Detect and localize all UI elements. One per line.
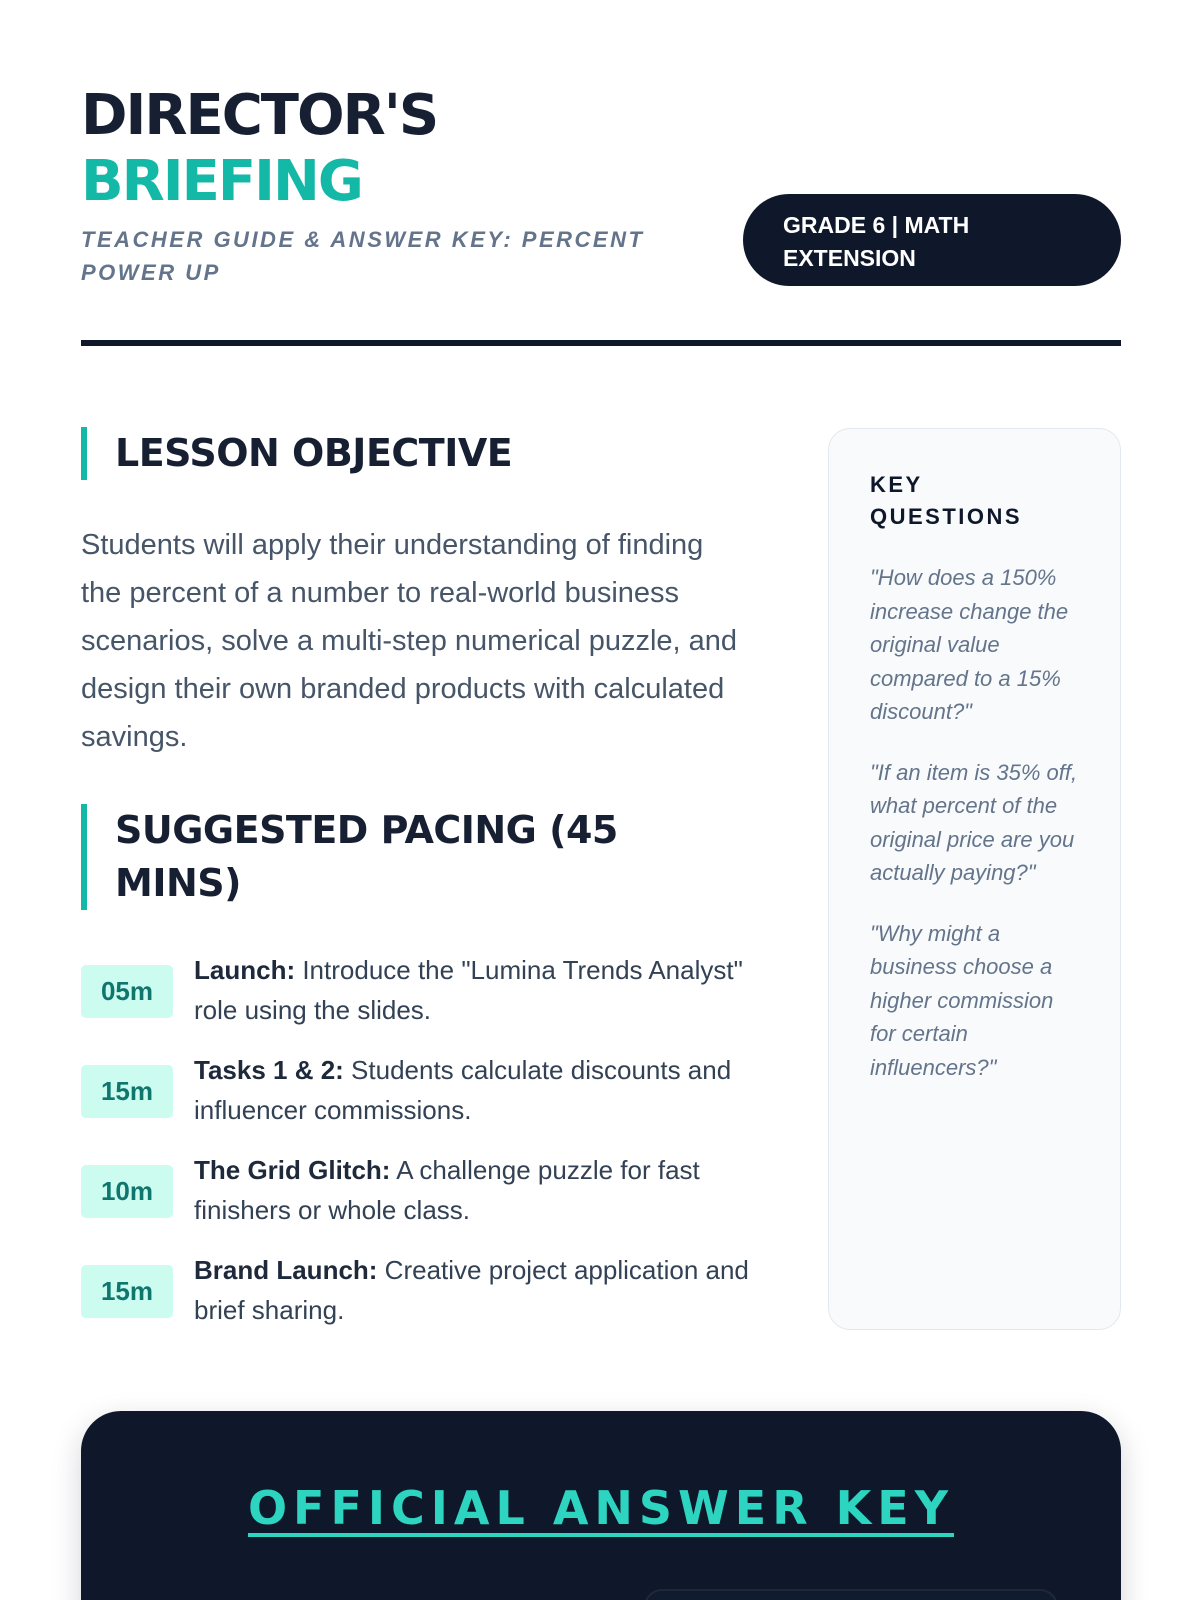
time-badge: 05m	[81, 965, 173, 1018]
time-badge: 10m	[81, 1165, 173, 1218]
teacher-guide-page	[81, 0, 1121, 1600]
key-questions-card	[828, 428, 1121, 1330]
pacing-detail: Creative project application and brief sharing.	[194, 1255, 749, 1325]
pacing-description	[194, 1250, 764, 1330]
answer-key-card	[644, 1589, 1058, 1600]
key-question: "Why might a business choose a higher commission for certain influencers?"	[870, 920, 1054, 1080]
answer-key-title-text: OFFICIAL ANSWER KEY	[247, 1481, 955, 1535]
pacing-label: Tasks 1 & 2:	[194, 1055, 344, 1085]
suggested-pacing-heading: SUGGESTED PACING (45 MINS)	[81, 804, 735, 910]
page-title-line1: DIRECTOR'S	[81, 83, 438, 148]
pacing-item	[81, 1050, 761, 1150]
pacing-description	[194, 1150, 764, 1230]
grade-badge: GRADE 6 | MATH EXTENSION	[743, 194, 1121, 286]
page-subtitle: TEACHER GUIDE & ANSWER KEY: PERCENT POWER UP	[81, 227, 645, 285]
pacing-detail: Students calculate discounts and influencer commissions.	[194, 1055, 732, 1125]
page-title-line2: BRIEFING	[81, 149, 362, 214]
pacing-item	[81, 1250, 761, 1350]
key-question: "How does a 150% increase change the original value compared to a 15% discount?"	[870, 565, 1069, 724]
pacing-detail: Introduce the "Lumina Trends Analyst" role using the slides.	[194, 955, 743, 1025]
time-badge: 15m	[81, 1065, 173, 1118]
pacing-label: The Grid Glitch:	[194, 1155, 391, 1185]
pacing-detail: A challenge puzzle for fast finishers or whole class.	[194, 1155, 700, 1225]
header-divider	[81, 340, 1121, 346]
key-question: "If an item is 35% off, what percent of the original price are you actually paying?"	[870, 759, 1078, 885]
lesson-objective-text: Students will apply their understanding of finding the percent of a number to real-world business scenarios, solve a multi-step numerical puzzle, and design their own branded products with calculated savings.	[81, 529, 738, 753]
lesson-objective-heading: LESSON OBJECTIVE	[81, 427, 512, 480]
pacing-description	[194, 950, 764, 1030]
pacing-label: Launch:	[194, 955, 296, 985]
pacing-item	[81, 1150, 761, 1250]
pacing-description	[194, 1050, 764, 1130]
answer-key-title	[81, 1481, 1121, 1537]
pacing-item	[81, 950, 761, 1050]
time-badge: 15m	[81, 1265, 173, 1318]
key-questions-title: KEY QUESTIONS	[870, 472, 1023, 529]
answer-key-panel	[81, 1411, 1121, 1600]
pacing-list	[81, 950, 761, 1350]
pacing-label: Brand Launch:	[194, 1255, 378, 1285]
